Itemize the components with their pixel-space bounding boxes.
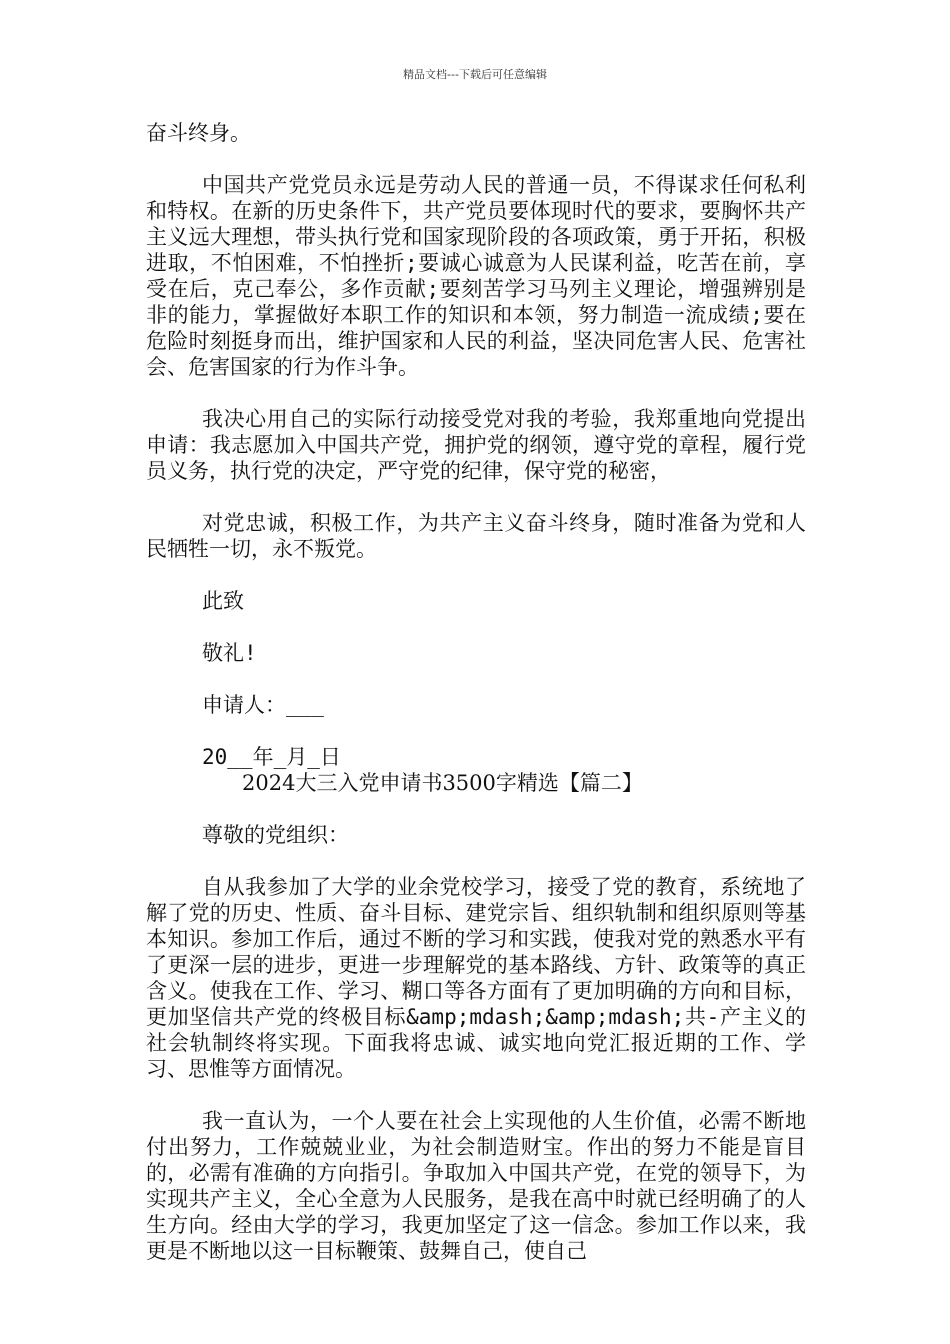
paragraph-3: 我决心用自己的实际行动接受党对我的考验，我郑重地向党提出申请：我志愿加入中国共产党，拥护党的纲领，遵守党的章程，履行党员义务，执行党的决定，严守党的纪律，保守党的秘密， [146, 407, 806, 483]
paragraph-4: 对党忠诚，积极工作，为共产主义奋斗终身，随时准备为党和人民牺牲一切，永不叛党。 [146, 511, 806, 561]
paragraph-1: 奋斗终身。 [146, 121, 251, 145]
salutation: 尊敬的党组织： [202, 823, 349, 847]
document-body [146, 120, 806, 1264]
paragraph-2: 中国共产党党员永远是劳动人民的普通一员，不得谋求任何私利和特权。在新的历史条件下，共产党员要体现时代的要求，要胸怀共产主义远大理想，带头执行党和国家现阶段的各项政策，勇于开拓，积极进取，不怕困难，不怕挫折;要诚心诚意为人民谋利益，吃苦在前，享受在后，克己奉公，多作贡献;要刻苦学习马列主义理论，增强辨别是非的能力，掌握做好本职工作的知识和本领，努力制造一流成绩;要在危险时刻挺身而出，维护国家和人民的利益，坚决同危害人民、危害社会、危害国家的行为作斗争。 [146, 173, 806, 379]
paragraph-6: 我一直认为，一个人要在社会上实现他的人生价值，必需不断地付出努力，工作兢兢业业，为社会制造财宝。作出的努力不能是盲目的，必需有准确的方向指引。争取加入中国共产党，在党的领导下，为实现共产主义，全心全意为人民服务，是我在高中时就已经明确了的人生方向。经由大学的学习，我更加坚定了这一信念。参加工作以来，我更是不断地以这一目标鞭策、鼓舞自己，使自己 [146, 1109, 806, 1263]
applicant-line: 申请人：___ [202, 693, 324, 717]
closing-line-2: 敬礼! [202, 641, 257, 665]
closing-line-1: 此致 [202, 589, 244, 613]
page-header: 精品文档---下载后可任意编辑 [403, 68, 547, 81]
paragraph-5: 自从我参加了大学的业余党校学习，接受了党的教育，系统地了解了党的历史、性质、奋斗目标、建党宗旨、组织轨制和组织原则等基本知识。参加工作后，通过不断的学习和实践，使我对党的熟悉水平有了更深一层的进步，更进一步理解党的基本路线、方针、政策等的真正含义。使我在工作、学习、糊口等各方面有了更加明确的方向和目标，更加坚信共产党的终极目标&amp;mdash;&amp;mdash;共-产主义的社会轨制终将实现。下面我将忠诚、诚实地向党汇报近期的工作、学习、思惟等方面情况。 [146, 875, 806, 1081]
date-line: 20__年_月_日 [202, 745, 341, 769]
section-title: 2024大三入党申请书3500字精选【篇二】 [242, 771, 643, 795]
